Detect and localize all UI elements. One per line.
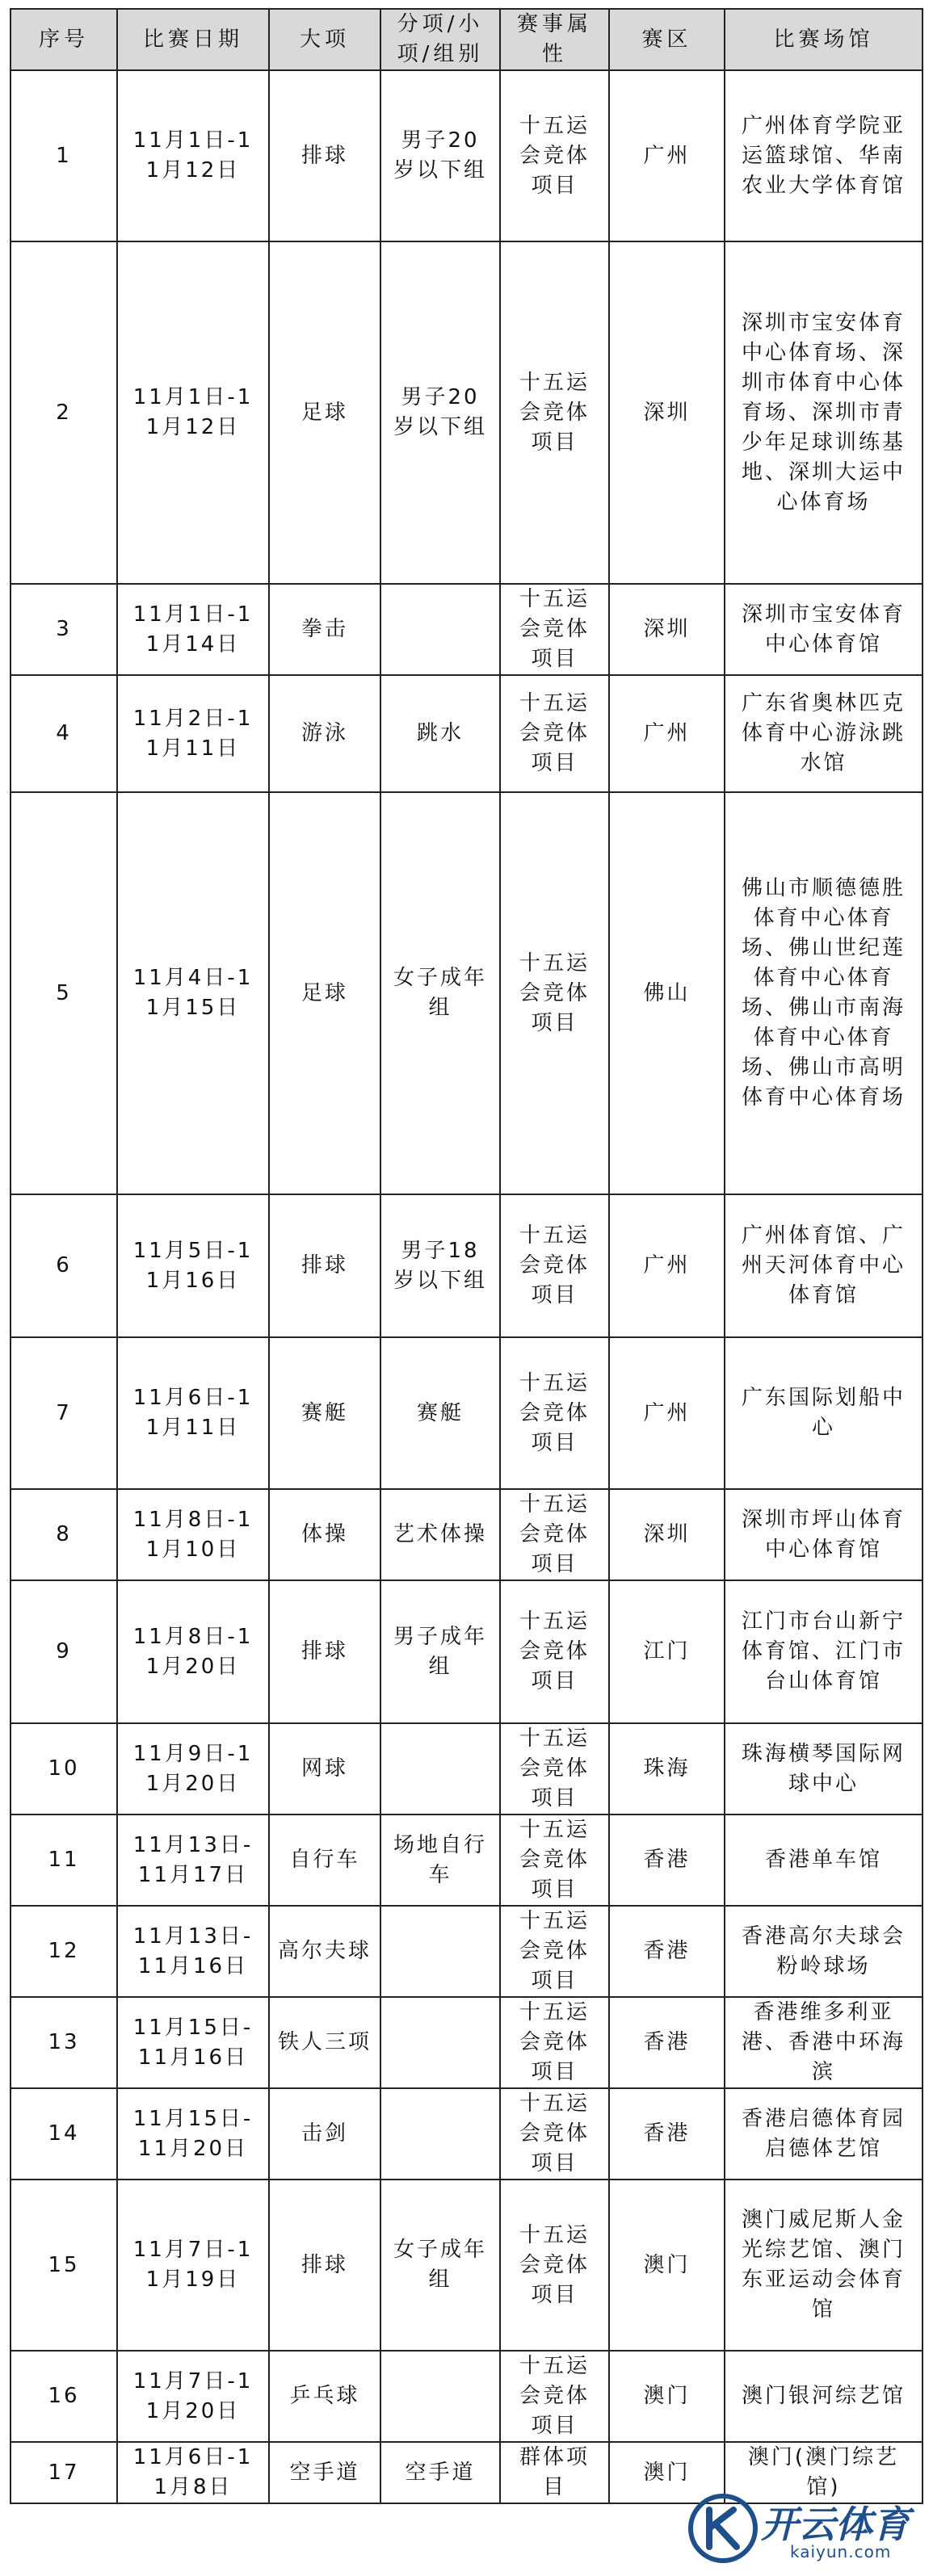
cell-venue: 香港维多利亚港、香港中环海滨	[725, 1997, 922, 2088]
cell-group	[380, 1906, 500, 1997]
cell-venue: 香港高尔夫球会粉岭球场	[725, 1906, 922, 1997]
cell-venue: 香港启德体育园启德体艺馆	[725, 2088, 922, 2180]
cell-group: 女子成年组	[380, 2180, 500, 2351]
table-row	[11, 1815, 922, 1906]
cell-venue: 广东国际划船中心	[725, 1337, 922, 1489]
cell-sport: 体操	[269, 1489, 380, 1580]
cell-venue: 珠海横琴国际网球中心	[725, 1723, 922, 1815]
cell-region: 广州	[609, 70, 725, 241]
cell-date: 11月15日-11月20日	[117, 2088, 269, 2180]
cell-attr: 十五运会竞体项目	[500, 1489, 609, 1580]
cell-attr: 十五运会竞体项目	[500, 2351, 609, 2442]
cell-venue: 澳门银河综艺馆	[725, 2351, 922, 2442]
table-row	[11, 1580, 922, 1723]
cell-attr: 十五运会竞体项目	[500, 792, 609, 1194]
cell-region: 深圳	[609, 241, 725, 584]
cell-region: 广州	[609, 1337, 725, 1489]
header-date: 比赛日期	[117, 9, 269, 70]
cell-group: 艺术体操	[380, 1489, 500, 1580]
cell-date: 11月8日-11月20日	[117, 1580, 269, 1723]
table-row	[11, 1906, 922, 1997]
cell-venue: 澳门(澳门综艺馆)	[725, 2442, 922, 2503]
cell-sport: 足球	[269, 241, 380, 584]
cell-date: 11月6日-11月11日	[117, 1337, 269, 1489]
cell-group: 男子18岁以下组	[380, 1194, 500, 1337]
cell-venue: 深圳市坪山体育中心体育馆	[725, 1489, 922, 1580]
cell-attr: 十五运会竞体项目	[500, 2088, 609, 2180]
cell-sport: 击剑	[269, 2088, 380, 2180]
cell-date: 11月2日-11月11日	[117, 675, 269, 792]
cell-region: 深圳	[609, 1489, 725, 1580]
header-no: 序号	[11, 9, 117, 70]
cell-date: 11月13日-11月16日	[117, 1906, 269, 1997]
watermark-brand: 开云体育	[761, 2503, 910, 2546]
cell-date: 11月8日-11月10日	[117, 1489, 269, 1580]
cell-group	[380, 2351, 500, 2442]
watermark-domain: kaiyun.com	[790, 2542, 892, 2561]
cell-date: 11月4日-11月15日	[117, 792, 269, 1194]
cell-date: 11月7日-11月19日	[117, 2180, 269, 2351]
cell-sport: 网球	[269, 1723, 380, 1815]
table-row	[11, 792, 922, 1194]
header-venue: 比赛场馆	[725, 9, 922, 70]
table-row	[11, 1489, 922, 1580]
cell-no: 5	[11, 792, 117, 1194]
cell-region: 广州	[609, 675, 725, 792]
cell-date: 11月13日-11月17日	[117, 1815, 269, 1906]
cell-date: 11月1日-11月14日	[117, 584, 269, 675]
cell-group: 跳水	[380, 675, 500, 792]
cell-no: 17	[11, 2442, 117, 2503]
cell-group: 男子成年组	[380, 1580, 500, 1723]
cell-attr: 十五运会竞体项目	[500, 1906, 609, 1997]
cell-region: 江门	[609, 1580, 725, 1723]
cell-venue: 广州体育学院亚运篮球馆、华南农业大学体育馆	[725, 70, 922, 241]
cell-attr: 群体项目	[500, 2442, 609, 2503]
cell-date: 11月9日-11月20日	[117, 1723, 269, 1815]
cell-attr: 十五运会竞体项目	[500, 241, 609, 584]
cell-sport: 足球	[269, 792, 380, 1194]
cell-group	[380, 584, 500, 675]
cell-sport: 自行车	[269, 1815, 380, 1906]
cell-no: 10	[11, 1723, 117, 1815]
cell-date: 11月1日-11月12日	[117, 241, 269, 584]
cell-group	[380, 2088, 500, 2180]
cell-attr: 十五运会竞体项目	[500, 1723, 609, 1815]
table-row	[11, 2351, 922, 2442]
cell-no: 8	[11, 1489, 117, 1580]
cell-region: 珠海	[609, 1723, 725, 1815]
header-region: 赛区	[609, 9, 725, 70]
cell-group: 男子20岁以下组	[380, 241, 500, 584]
header-sport: 大项	[269, 9, 380, 70]
cell-no: 4	[11, 675, 117, 792]
cell-date: 11月1日-11月12日	[117, 70, 269, 241]
cell-attr: 十五运会竞体项目	[500, 675, 609, 792]
cell-sport: 排球	[269, 1194, 380, 1337]
cell-sport: 拳击	[269, 584, 380, 675]
cell-date: 11月7日-11月20日	[117, 2351, 269, 2442]
cell-sport: 排球	[269, 1580, 380, 1723]
cell-sport: 排球	[269, 70, 380, 241]
cell-group	[380, 1997, 500, 2088]
cell-date: 11月6日-11月8日	[117, 2442, 269, 2503]
header-row	[11, 9, 922, 70]
cell-group: 女子成年组	[380, 792, 500, 1194]
cell-region: 深圳	[609, 584, 725, 675]
cell-attr: 十五运会竞体项目	[500, 2180, 609, 2351]
cell-region: 澳门	[609, 2180, 725, 2351]
cell-venue: 香港单车馆	[725, 1815, 922, 1906]
cell-venue: 深圳市宝安体育中心体育馆	[725, 584, 922, 675]
table-row	[11, 1997, 922, 2088]
cell-region: 广州	[609, 1194, 725, 1337]
cell-venue: 佛山市顺德德胜体育中心体育场、佛山世纪莲体育中心体育场、佛山市南海体育中心体育场、佛山市高明体育中心体育场	[725, 792, 922, 1194]
cell-group: 男子20岁以下组	[380, 70, 500, 241]
cell-attr: 十五运会竞体项目	[500, 1194, 609, 1337]
cell-attr: 十五运会竞体项目	[500, 1997, 609, 2088]
cell-region: 佛山	[609, 792, 725, 1194]
cell-region: 澳门	[609, 2442, 725, 2503]
cell-attr: 十五运会竞体项目	[500, 1815, 609, 1906]
header-attr: 赛事属性	[500, 9, 609, 70]
cell-group: 赛艇	[380, 1337, 500, 1489]
cell-venue: 广州体育馆、广州天河体育中心体育馆	[725, 1194, 922, 1337]
cell-venue: 江门市台山新宁体育馆、江门市台山体育馆	[725, 1580, 922, 1723]
cell-date: 11月5日-11月16日	[117, 1194, 269, 1337]
cell-sport: 铁人三项	[269, 1997, 380, 2088]
cell-no: 16	[11, 2351, 117, 2442]
cell-no: 9	[11, 1580, 117, 1723]
table-row	[11, 1194, 922, 1337]
cell-no: 3	[11, 584, 117, 675]
cell-venue: 广东省奥林匹克体育中心游泳跳水馆	[725, 675, 922, 792]
cell-no: 11	[11, 1815, 117, 1906]
table-row	[11, 1723, 922, 1815]
cell-venue: 深圳市宝安体育中心体育场、深圳市体育中心体育场、深圳市青少年足球训练基地、深圳大运中心体育场	[725, 241, 922, 584]
cell-no: 12	[11, 1906, 117, 1997]
table-row	[11, 70, 922, 241]
cell-sport: 排球	[269, 2180, 380, 2351]
cell-date: 11月15日-11月16日	[117, 1997, 269, 2088]
cell-group: 空手道	[380, 2442, 500, 2503]
table-row	[11, 2180, 922, 2351]
cell-group	[380, 1723, 500, 1815]
cell-attr: 十五运会竞体项目	[500, 1337, 609, 1489]
header-group: 分项/小项/组别	[380, 9, 500, 70]
table-row	[11, 1337, 922, 1489]
table-row	[11, 2088, 922, 2180]
cell-sport: 乒乓球	[269, 2351, 380, 2442]
cell-sport: 游泳	[269, 675, 380, 792]
cell-no: 14	[11, 2088, 117, 2180]
cell-sport: 空手道	[269, 2442, 380, 2503]
cell-region: 香港	[609, 1815, 725, 1906]
cell-venue: 澳门威尼斯人金光综艺馆、澳门东亚运动会体育馆	[725, 2180, 922, 2351]
cell-sport: 赛艇	[269, 1337, 380, 1489]
kaiyun-logo-icon	[687, 2492, 759, 2565]
cell-region: 澳门	[609, 2351, 725, 2442]
cell-no: 7	[11, 1337, 117, 1489]
cell-attr: 十五运会竞体项目	[500, 1580, 609, 1723]
table-row	[11, 675, 922, 792]
cell-no: 1	[11, 70, 117, 241]
table-row	[11, 241, 922, 584]
competition-schedule-table	[10, 8, 923, 2504]
watermark	[687, 2487, 929, 2572]
cell-attr: 十五运会竞体项目	[500, 584, 609, 675]
table-row	[11, 584, 922, 675]
cell-region: 香港	[609, 1906, 725, 1997]
cell-region: 香港	[609, 1997, 725, 2088]
cell-no: 13	[11, 1997, 117, 2088]
cell-group: 场地自行车	[380, 1815, 500, 1906]
cell-no: 15	[11, 2180, 117, 2351]
cell-no: 6	[11, 1194, 117, 1337]
cell-sport: 高尔夫球	[269, 1906, 380, 1997]
cell-attr: 十五运会竞体项目	[500, 70, 609, 241]
cell-region: 香港	[609, 2088, 725, 2180]
cell-no: 2	[11, 241, 117, 584]
